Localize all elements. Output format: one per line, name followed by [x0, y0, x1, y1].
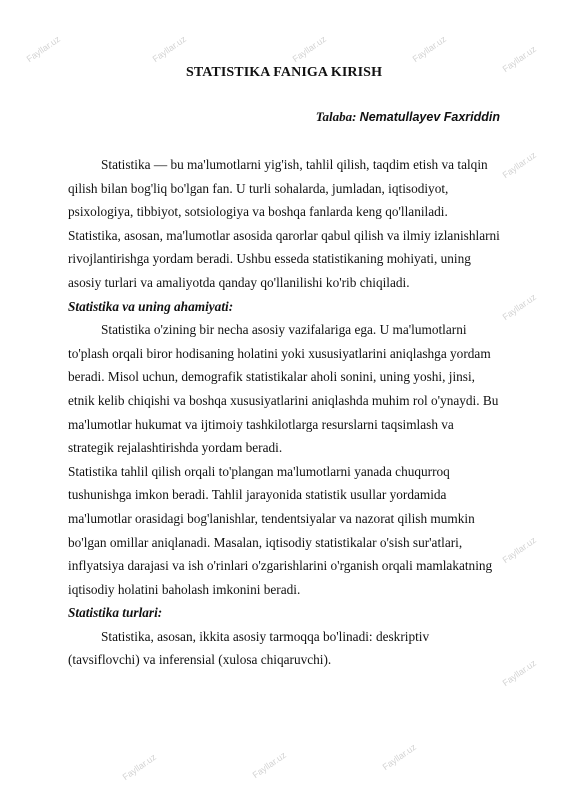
author-label: Talaba: [315, 109, 357, 124]
document-body [68, 153, 500, 672]
section-heading: Statistika va uning ahamiyati: [68, 298, 234, 314]
section-heading: Statistika turlari: [68, 605, 163, 621]
watermark: Fayllar.uz [290, 33, 328, 65]
watermark: Fayllar.uz [250, 749, 288, 781]
document-title: STATISTIKA FANIGA KIRISH [185, 65, 383, 80]
watermark: Fayllar.uz [120, 751, 158, 783]
intro-paragraph: Statistika — bu ma'lumotlarni yig'ish, tahlil qilish, taqdim etish va talqin qilish bilan bog'liq bo'lgan fan. U turli sohalarda, jumladan, iqtisodiyot, psixologiya, tibbiyot, sotsiologiya va boshqa fanlarda keng qo'llaniladi. Statistika, asosan, ma'lumotlar asosida qarorlar qabul qilish va ilmiy izlanishlarni rivojlantirishga yordam beradi. Ushbu esseda statistikaning mohiyati, uning asosiy turlari va amaliyotda qanday qo'llanilishi ko'rib chiqiladi. [68, 157, 500, 290]
watermark: Fayllar.uz [500, 534, 538, 566]
watermark: Fayllar.uz [500, 149, 538, 181]
paragraph: Statistika tahlil qilish orqali to'plangan ma'lumotlarni yanada chuqurroq tushunishga imkon beradi. Tahlil jarayonida statistik usullar yordamida ma'lumotlar orasidagi bog'lanishlar, tendentsiyalar va nazorat qilish mumkin bo'lgan omillar aniqlanadi. Masalan, iqtisodiy statistikalar o'sish sur'atlari, inflyatsiya darajasi va ish o'rinlari o'zgarishlarini o'rganish orqali mamlakatning iqtisodiy holatini baholash imkonini beradi. [68, 463, 493, 597]
watermark: Fayllar.uz [24, 33, 62, 65]
watermark: Fayllar.uz [380, 741, 418, 773]
author-name: Nematullayev Faxriddin [359, 110, 500, 124]
watermark: Fayllar.uz [500, 291, 538, 323]
watermark: Fayllar.uz [150, 33, 188, 65]
watermark: Fayllar.uz [410, 33, 448, 65]
paragraph: Statistika o'zining bir necha asosiy vazifalariga ega. U ma'lumotlarni to'plash orqali biror hodisaning holatini yoki xususiyatlarini aniqlashga yordam beradi. Misol uchun, demografik statistikalar aholi sonini, uning yoshi, jinsi, etnik kelib chiqishi va boshqa xususiyatlarini aniqlashda muhim rol o'ynaydi. Bu ma'lumotlar hukumat va ijtimoiy tashkilotlarga resurslarni taqsimlash va strategik rejalashtirishda yordam beradi. [68, 322, 499, 456]
paragraph: Statistika, asosan, ikkita asosiy tarmoqqa bo'linadi: deskriptiv (tavsiflovchi) va inferensial (xulosa chiqaruvchi). [68, 628, 430, 668]
watermark: Fayllar.uz [500, 43, 538, 75]
watermark: Fayllar.uz [500, 657, 538, 689]
author-line [68, 109, 500, 125]
document-content [68, 64, 500, 672]
